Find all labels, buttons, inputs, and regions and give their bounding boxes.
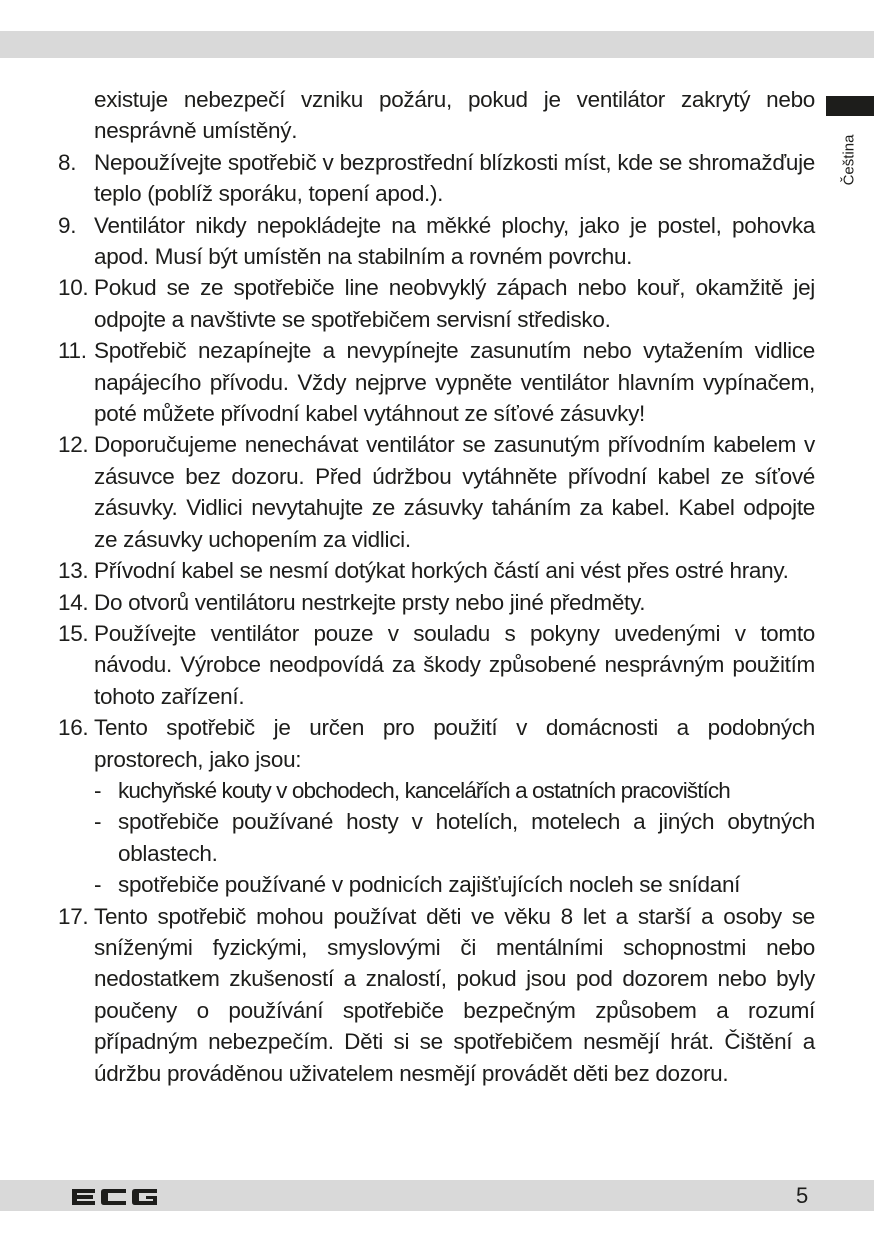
- item-text: Nepoužívejte spotřebič v bezprostřední blízkosti míst, kde se shromažďuje teplo (poblíž sporáku, topení apod.).: [94, 149, 815, 207]
- list-item: [58, 272, 815, 335]
- language-tab-marker: [826, 96, 874, 116]
- item-number: 11.: [58, 338, 87, 364]
- item-number: 8.: [58, 149, 77, 175]
- item-number: 9.: [58, 212, 77, 238]
- brand-logo: [70, 1186, 160, 1213]
- list-item: [58, 429, 815, 555]
- list-item: [58, 210, 815, 273]
- list-item: [58, 901, 815, 1089]
- bullet-dash: -: [94, 809, 102, 835]
- item-text: Doporučujeme nenechávat ventilátor se zasunutým přívodním kabelem v zásuvce bez dozoru. Před údržbou vytáhněte přívodní kabel ze síťové zásuvky. Vidlici nevytahujte ze zásuvky taháním za kabel. Kabel odpojte ze zásuvky uchopením za vidlici.: [94, 432, 815, 552]
- list-item: [58, 712, 815, 775]
- bullet-text: spotřebiče používané hosty v hotelích, motelech a jiných obytných oblastech.: [118, 809, 815, 866]
- item-number: 10.: [58, 275, 89, 301]
- item-number: 12.: [58, 432, 89, 458]
- page-number: 5: [796, 1183, 809, 1208]
- item-number: 14.: [58, 589, 89, 615]
- bullet-dash: -: [94, 777, 102, 803]
- bullet-item: [58, 869, 815, 900]
- bullet-text: kuchyňské kouty v obchodech, kancelářích a ostatních pracovištích: [118, 777, 730, 803]
- instructions-body: [58, 84, 815, 1089]
- item-text: Ventilátor nikdy nepokládejte na měkké plochy, jako je postel, pohovka apod. Musí být umístěn na stabilním a rovném povrchu.: [94, 212, 815, 270]
- language-tab-label: Čeština: [840, 134, 858, 186]
- list-item: [58, 618, 815, 712]
- item-number: 13.: [58, 558, 89, 584]
- bullet-item: [58, 775, 815, 806]
- list-item: [58, 147, 815, 210]
- item-text: Spotřebič nezapínejte a nevypínejte zasunutím nebo vytažením vidlice napájecího přívodu. Vždy nejprve vypněte ventilátor hlavním vypínačem, poté můžete přívodní kabel vytáhnout ze síťové zásuvky!: [94, 338, 815, 427]
- item-number: 15.: [58, 620, 89, 646]
- item-text: Tento spotřebič je určen pro použití v domácnosti a podobných prostorech, jako jsou:: [94, 715, 815, 772]
- item-text: Do otvorů ventilátoru nestrkejte prsty nebo jiné předměty.: [94, 589, 646, 615]
- bullet-item: [58, 806, 815, 869]
- item-text: Přívodní kabel se nesmí dotýkat horkých částí ani vést přes ostré hrany.: [94, 558, 789, 584]
- header-bar: [0, 31, 874, 58]
- item-number: 16.: [58, 715, 89, 741]
- ecg-logo-icon: [70, 1186, 160, 1208]
- bullet-dash: -: [94, 872, 102, 898]
- list-item: [58, 555, 815, 586]
- item-text: Pokud se ze spotřebiče line neobvyklý zápach nebo kouř, okamžitě jej odpojte a navštivte se spotřebičem servisní středisko.: [94, 275, 815, 332]
- bullet-text: spotřebiče používané v podnicích zajišťujících nocleh se snídaní: [118, 872, 741, 898]
- list-item: [58, 335, 815, 429]
- intro-paragraph: existuje nebezpečí vzniku požáru, pokud je ventilátor zakrytý nebo nesprávně umístěný.: [94, 87, 815, 144]
- item-text: Tento spotřebič mohou používat děti ve věku 8 let a starší a osoby se sníženými fyzickými, smyslovými či mentálními schopnostmi nebo nedostatkem zkušeností a znalostí, pokud jsou pod dozorem nebo byly poučeny o používání spotřebiče bezpečným způsobem a rozumí případným nebezpečím. Děti si se spotřebičem nesmějí hrát. Čištění a údržbu prováděnou uživatelem nesmějí provádět děti bez dozoru.: [94, 903, 815, 1086]
- item-text: Používejte ventilátor pouze v souladu s pokyny uvedenými v tomto návodu. Výrobce neodpovídá za škody způsobené nesprávným použitím tohoto zařízení.: [94, 620, 815, 709]
- list-item: [58, 587, 815, 618]
- item-number: 17.: [58, 903, 89, 929]
